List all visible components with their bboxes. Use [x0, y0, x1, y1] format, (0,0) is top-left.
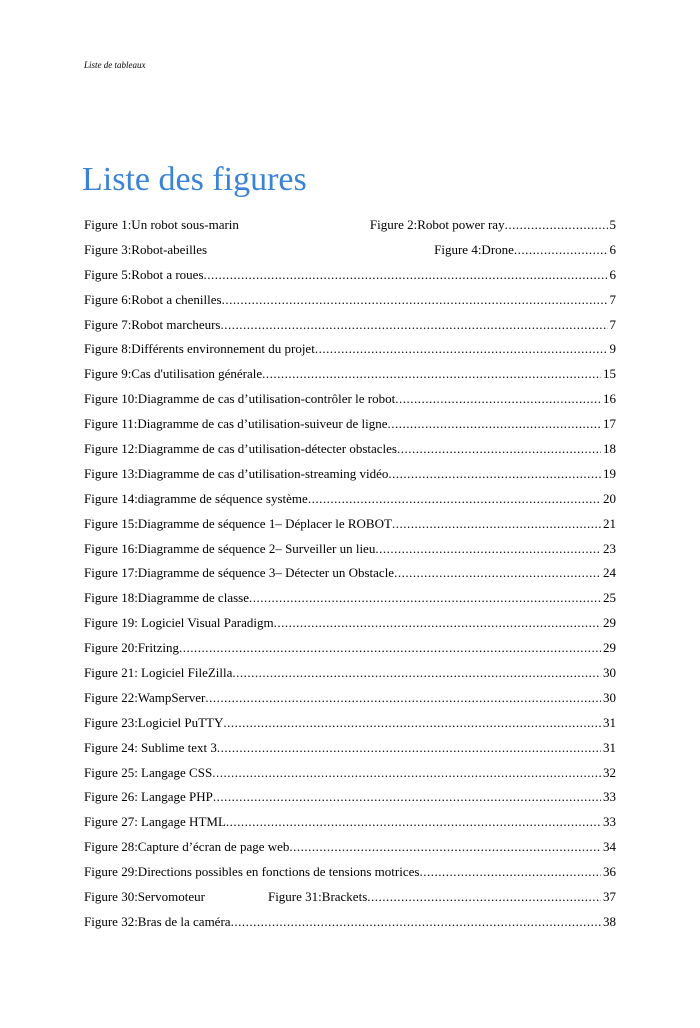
page-header: Liste de tableaux: [84, 60, 146, 70]
toc-entry-page: 38: [603, 913, 616, 929]
dot-leader: [505, 213, 608, 237]
toc-entry-page: 24: [603, 565, 616, 581]
toc-entry-label: Figure 3:Robot-abeilles: [84, 241, 208, 257]
toc-entry[interactable]: [84, 288, 616, 313]
toc-entry[interactable]: [84, 238, 616, 263]
dot-leader: [388, 412, 602, 436]
toc-entry[interactable]: [84, 512, 616, 537]
toc-entry[interactable]: [84, 611, 616, 636]
toc-entry-page: 31: [603, 739, 616, 755]
toc-entry[interactable]: [84, 711, 616, 736]
toc-entry[interactable]: [84, 810, 616, 835]
toc-entry-label: Figure 22:WampServer: [84, 689, 206, 705]
toc-entry[interactable]: [84, 636, 616, 661]
toc-entry[interactable]: [84, 835, 616, 860]
toc-entry-label-secondary: Figure 31:Brackets: [267, 889, 368, 905]
toc-entry-label: Figure 27: Langage HTML: [84, 814, 226, 830]
toc-entry-page: 25: [603, 590, 616, 606]
toc-entry-page: 30: [603, 689, 616, 705]
figure-list: [84, 213, 616, 935]
toc-entry-label: Figure 14:diagramme de séquence système: [84, 490, 308, 506]
toc-entry-label: Figure 16:Diagramme de séquence 2– Surveiller un lieu: [84, 540, 376, 556]
toc-entry-page: 16: [603, 391, 616, 407]
dot-leader: [388, 462, 601, 486]
toc-entry[interactable]: [84, 213, 616, 238]
dot-leader: [262, 362, 601, 386]
toc-entry-page: 34: [603, 839, 616, 855]
toc-entry-label: Figure 28:Capture d’écran de page web: [84, 839, 290, 855]
dot-leader: [274, 611, 601, 635]
toc-entry-label: Figure 23:Logiciel PuTTY: [84, 714, 224, 730]
dot-leader: [205, 686, 601, 710]
toc-entry[interactable]: [84, 313, 616, 338]
toc-entry-label: Figure 15:Diagramme de séquence 1– Déplacer le ROBOT: [84, 515, 392, 531]
toc-entry-page: 29: [603, 615, 616, 631]
dot-leader: [315, 337, 608, 361]
toc-entry-label: Figure 18:Diagramme de classe: [84, 590, 249, 606]
toc-entry-label: Figure 20:Fritzing: [84, 640, 179, 656]
dot-leader: [308, 487, 601, 511]
toc-entry-page: 32: [603, 764, 616, 780]
toc-entry-label: Figure 1:Un robot sous-marin: [84, 217, 239, 232]
toc-entry-label: Figure 10:Diagramme de cas d’utilisation-contrôler le robot: [84, 391, 396, 407]
toc-entry[interactable]: [84, 736, 616, 761]
dot-leader: [212, 761, 601, 785]
toc-entry-label: Figure 9:Cas d'utilisation générale: [84, 366, 263, 382]
toc-entry[interactable]: [84, 362, 616, 387]
toc-entry-label: Figure 11:Diagramme de cas d’utilisation-suiveur de ligne: [84, 416, 388, 432]
toc-entry-page: 6: [609, 266, 616, 282]
toc-entry-label: Figure 5:Robot a roues: [84, 266, 204, 282]
toc-entry-page: 5: [609, 217, 616, 232]
dot-leader: [226, 810, 601, 834]
toc-entry-page: 19: [603, 465, 616, 481]
dot-leader: [231, 910, 601, 934]
toc-entry[interactable]: [84, 561, 616, 586]
dot-leader: [204, 263, 608, 287]
dot-leader: [419, 860, 601, 884]
toc-entry-label: Figure 13:Diagramme de cas d’utilisation-streaming vidéo: [84, 465, 389, 481]
toc-entry-page: 23: [603, 540, 616, 556]
toc-entry-label-secondary: Figure 2:Robot power ray: [369, 217, 505, 232]
toc-entry-label: Figure 25: Langage CSS: [84, 764, 213, 780]
toc-entry-label: Figure 21: Logiciel FileZilla: [84, 665, 233, 681]
toc-entry[interactable]: [84, 885, 616, 910]
toc-entry-label: Figure 19: Logiciel Visual Paradigm: [84, 615, 274, 631]
dot-leader: [232, 661, 601, 685]
toc-entry-label: Figure 8:Différents environnement du projet: [84, 341, 315, 357]
toc-entry-page: 7: [609, 316, 616, 332]
toc-entry-label: Figure 30:Servomoteur: [84, 889, 205, 905]
dot-leader: [223, 711, 601, 735]
toc-entry[interactable]: [84, 785, 616, 810]
toc-entry-page: 30: [603, 665, 616, 681]
dot-leader: [179, 636, 601, 660]
dot-leader: [220, 313, 607, 337]
dot-leader: [514, 238, 608, 262]
toc-entry-page: 37: [603, 889, 616, 905]
toc-entry[interactable]: [84, 263, 616, 288]
toc-entry[interactable]: [84, 337, 616, 362]
toc-entry[interactable]: [84, 910, 616, 935]
toc-entry[interactable]: [84, 860, 616, 885]
toc-entry[interactable]: [84, 437, 616, 462]
toc-entry-label: Figure 17:Diagramme de séquence 3– Détecter un Obstacle: [84, 565, 395, 581]
toc-entry-page: 7: [609, 291, 616, 307]
toc-entry[interactable]: [84, 686, 616, 711]
toc-entry-page: 36: [603, 864, 616, 880]
page-title: Liste des figures: [82, 161, 307, 198]
dot-leader: [289, 835, 601, 859]
toc-entry-page: 6: [609, 241, 616, 257]
toc-entry[interactable]: [84, 537, 616, 562]
toc-entry-page: 20: [603, 490, 616, 506]
toc-entry[interactable]: [84, 412, 616, 437]
dot-leader: [397, 437, 601, 461]
toc-entry-page: 18: [603, 441, 616, 457]
toc-entry-label: Figure 29:Directions possibles en fonctions de tensions motrices: [84, 864, 420, 880]
toc-entry[interactable]: [84, 387, 616, 412]
toc-entry[interactable]: [84, 586, 616, 611]
toc-entry-page: 17: [603, 416, 616, 432]
toc-entry-label-secondary: Figure 4:Drone: [434, 241, 514, 257]
dot-leader: [375, 537, 601, 561]
dot-leader: [395, 387, 601, 411]
toc-entry-page: 31: [603, 714, 616, 730]
toc-entry-label: Figure 26: Langage PHP: [84, 789, 213, 805]
toc-entry-label: Figure 24: Sublime text 3: [84, 739, 217, 755]
dot-leader: [367, 885, 601, 909]
toc-entry-page: 29: [603, 640, 616, 656]
dot-leader: [217, 736, 601, 760]
toc-entry[interactable]: [84, 761, 616, 786]
dot-leader: [392, 512, 601, 536]
toc-entry-page: 33: [603, 814, 616, 830]
dot-leader: [394, 561, 601, 585]
toc-entry-page: 33: [603, 789, 616, 805]
toc-entry-label: Figure 32:Bras de la caméra: [84, 913, 231, 929]
dot-leader: [222, 288, 608, 312]
toc-entry-page: 21: [603, 515, 616, 531]
toc-entry-page: 9: [609, 341, 616, 357]
toc-entry[interactable]: [84, 462, 616, 487]
toc-entry-label: Figure 12:Diagramme de cas d’utilisation-détecter obstacles: [84, 441, 397, 457]
toc-entry-page: 15: [603, 366, 616, 382]
toc-entry-label: Figure 7:Robot marcheurs: [84, 316, 221, 332]
dot-leader: [249, 586, 601, 610]
toc-entry[interactable]: [84, 661, 616, 686]
toc-entry[interactable]: [84, 487, 616, 512]
dot-leader: [213, 785, 601, 809]
toc-entry-label: Figure 6:Robot a chenilles: [84, 291, 222, 307]
